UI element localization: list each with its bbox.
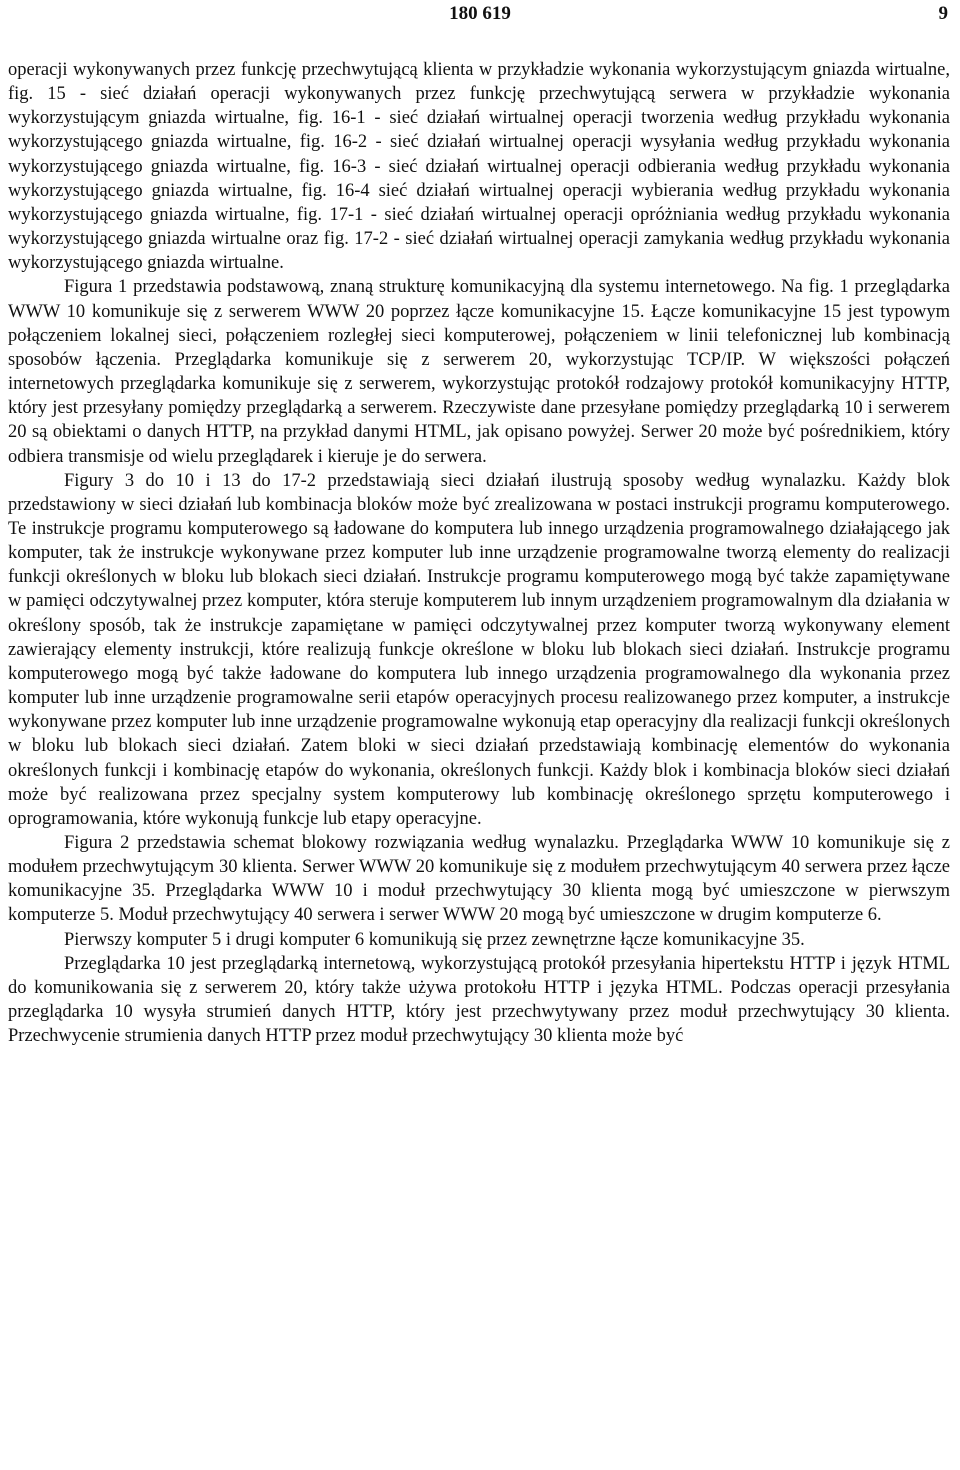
document-number: 180 619 (449, 3, 511, 24)
paragraph-3: Figury 3 do 10 i 13 do 17-2 przedstawiają sieci działań ilustrują sposoby według wynalazku. Każdy blok przedstawiony w sieci działań lub kombinacja bloków może być zrealizowana w postaci instrukcji programu komputerowego. Te instrukcje programu komputerowego są ładowane do komputera lub innego urządzenia programowalnego działającego jak komputer, tak że instrukcje wykonywane przez komputer lub inne urządzenie programowalne tworzą elementy do realizacji funkcji określonych w bloku lub blokach sieci działań. Instrukcje programu komputerowego mogą być także zapamiętywane w pamięci odczytywalnej przez komputer, która steruje komputerem lub innym urządzeniem programowalnym dla działania w określony sposób, tak że instrukcje zapamiętane w pamięci odczytywalnej przez komputer tworzą wykonywany element zawierający elementy instrukcji, które realizują funkcje określone w bloku lub blokach sieci działań. Instrukcje programu komputerowego mogą być także ładowane do komputera lub innego urządzenia programowalnego dla wykonania przez komputer lub inne urządzenie programowalne serii etapów operacyjnych procesu realizowanego przez komputer, a instrukcje wykonywane przez komputer lub inne urządzenie programowalne wykonują etap operacyjny dla realizacji funkcji określonych w bloku lub blokach sieci działań. Zatem bloki w sieci działań przedstawiają kombinację elementów do wykonania określonych funkcji i kombinację etapów do wykonania, określonych funkcji. Każdy blok i kombinacja bloków sieci działań może być realizowana przez specjalny system komputerowy lub kombinację określonego sprzętu komputerowego i oprogramowania, które wykonują funkcje lub etapy operacyjne. (8, 470, 950, 829)
page-header (0, 0, 960, 34)
document-body (8, 58, 950, 1048)
paragraph-2: Figura 1 przedstawia podstawową, znaną strukturę komunikacyjną dla systemu internetowego. Na fig. 1 przeglądarka WWW 10 komunikuje się z serwerem WWW 20 poprzez łącze komunikacyjne 15. Łącze komunikacyjne 15 jest typowym połączeniem lokalnej sieci, połączeniem rozległej sieci komputerowej, połączeniem w linii telefonicznej lub kombinacją sposobów łączenia. Przeglądarka komunikuje się z serwerem 20, wykorzystując TCP/IP. W większości połączeń internetowych przeglądarka komunikuje się z serwerem, wykorzystując protokół rodzajowy protokół komunikacyjny HTTP, który jest przesyłany pomiędzy przeglądarką a serwerem. Rzeczywiste dane przesyłane pomiędzy przeglądarką 10 i serwerem 20 są obiektami o danych HTTP, na przykład danymi HTML, jak opisano powyżej. Serwer 20 może być pośrednikiem, który odbiera transmisje od wielu przeglądarek i kieruje je do serwera. (8, 277, 950, 467)
paragraph-4: Figura 2 przedstawia schemat blokowy rozwiązania według wynalazku. Przeglądarka WWW 10 komunikuje się z modułem przechwytującym 30 klienta. Serwer WWW 20 komunikuje się z modułem przechwytującym 40 serwera przez łącze komunikacyjne 35. Przeglądarka WWW 10 i moduł przechwytujący 30 klienta mogą być umieszczone w pierwszym komputerze 5. Moduł przechwytujący 40 serwera i serwer WWW 20 mogą być umieszczone w drugim komputerze 6. (8, 833, 950, 926)
paragraph-6: Przeglądarka 10 jest przeglądarką internetową, wykorzystującą protokół przesyłania hipertekstu HTTP i język HTML do komunikowania się z serwerem 20, który także używa protokołu HTTP i języka HTML. Podczas operacji przesyłania przeglądarka 10 wysyła strumień danych HTTP, który jest przechwytywany przez moduł przechwytujący 30 klienta. Przechwycenie strumienia danych HTTP przez moduł przechwytujący 30 klienta może być (8, 953, 950, 1047)
paragraph-5: Pierwszy komputer 5 i drugi komputer 6 komunikują się przez zewnętrzne łącze komunikacyjne 35. (64, 929, 805, 950)
paragraph-1: operacji wykonywanych przez funkcję przechwytującą klienta w przykładzie wykonania wykorzystującym gniazda wirtualne, fig. 15 - sieć działań operacji wykonywanych przez funkcję przechwytującą serwera w przykładzie wykonania wykorzystującym gniazda wirtualne, fig. 16-1 - sieć działań wirtualnej operacji tworzenia według przykładu wykonania wykorzystującego gniazda wirtualne, fig. 16-2 - sieć działań wirtualnej operacji wysyłania według przykładu wykonania wykorzystującego gniazda wirtualne, fig. 16-3 - sieć działań wirtualnej operacji odbierania według przykładu wykonania wykorzystującego gniazda wirtualne, fig. 16-4 sieć działań wirtualnej operacji wybierania według przykładu wykonania wykorzystującego gniazda wirtualne, fig. 17-1 - sieć działań wirtualnej operacji opróżniania według przykładu wykonania wykorzystującego gniazda wirtualne oraz fig. 17-2 - sieć działań wirtualnej operacji zamykania według przykładu wykonania wykorzystującego gniazda wirtualne. (8, 60, 950, 274)
page-number: 9 (938, 3, 948, 24)
